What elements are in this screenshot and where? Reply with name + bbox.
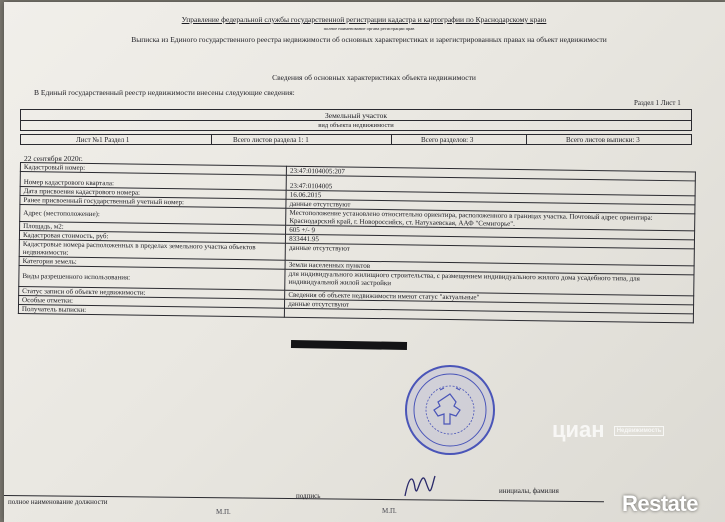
agency-name: Управление федеральной службы государственной регистрации кадастра и картографии по Краснодарскому краю <box>181 15 547 24</box>
row-value: Местоположение установлено относительно ориентира, расположенного в границах участка. Почтовый адрес ориентира: Краснодарский край, г. Новороссийск, ст. Натухаевская, ААФ "Семигорье". <box>286 208 695 231</box>
row-value: 833441.95 <box>286 234 695 249</box>
row-label: Кадастровые номера расположенных в пределах земельного участка объектов недвижимости: <box>19 239 285 260</box>
row-value: Сведения об объекте недвижимости имеют статус "актуальные" <box>285 290 694 305</box>
row-label: Статус записи об объекте недвижимости: <box>19 286 285 299</box>
row-value: Земли населенных пунктов <box>285 260 694 275</box>
divider <box>391 135 392 144</box>
watermark-text: циан <box>552 417 605 442</box>
cian-watermark <box>552 417 664 443</box>
official-seal <box>404 364 496 456</box>
position-caption: полное наименование должности <box>8 498 108 506</box>
divider <box>526 135 527 144</box>
extract-sheets-count: Всего листов выписки: 3 <box>566 136 640 144</box>
section-reference: Раздел 1 Лист 1 <box>634 99 681 107</box>
row-label: Номер кадастрового квартала: <box>20 172 286 191</box>
agency-caption: полное наименование органа регистрации прав <box>323 26 415 31</box>
object-type-caption: вид объекта недвижимости <box>318 122 394 129</box>
object-type: Земельный участок <box>324 111 388 120</box>
document-sheet <box>4 2 725 522</box>
divider <box>211 135 212 144</box>
row-value: 605 +/- 9 <box>286 225 695 240</box>
mp-mark: М.П. <box>216 508 231 516</box>
row-label: Дата присвоения кадастрового номера: <box>20 187 286 200</box>
section-sheets-count: Всего листов раздела 1: 1 <box>233 136 309 144</box>
watermark-badge: Недвижимость <box>614 426 665 436</box>
row-label: Категория земель: <box>19 256 285 269</box>
row-label: Адрес (местоположение): <box>20 205 286 226</box>
row-value: 23:47:0104005 <box>286 175 695 196</box>
document-title: Выписка из Единого государственного реестра недвижимости об основных характеристиках и зарегистрированных правах на объект недвижимости <box>131 35 607 44</box>
object-type-box <box>20 109 692 131</box>
row-value: данные отсутствуют <box>286 199 695 214</box>
signature-caption: подпись <box>296 492 321 500</box>
row-label: Ранее присвоенный государственный учетный номер: <box>20 196 286 209</box>
row-label: Кадастровый номер: <box>20 163 286 176</box>
restate-logo: Restate <box>622 491 698 516</box>
intro-text: В Единый государственный реестр недвижимости внесены следующие сведения: <box>34 88 295 97</box>
sheet-number: Лист №1 Раздел 1 <box>76 136 130 144</box>
row-label: Получатель выписки: <box>18 304 284 317</box>
mp-mark: М.П. <box>382 507 397 515</box>
row-label: Особые отметки: <box>19 295 285 308</box>
row-value: 16.06.2015 <box>286 190 695 205</box>
row-value: 23:47:0104005:207 <box>287 166 696 181</box>
row-label: Виды разрешенного использования: <box>19 265 285 290</box>
row-label: Площадь, м2: <box>20 222 286 235</box>
characteristics-table <box>18 162 696 323</box>
sections-count: Всего разделов: 3 <box>421 136 474 144</box>
sheet-info-row <box>20 134 692 145</box>
row-label: Кадастровая стоимость, руб: <box>19 231 285 244</box>
redacted-recipient <box>291 340 407 350</box>
extract-date: 22 сентября 2020г. <box>24 154 83 163</box>
row-value: для индивидуального жилищного строительства, с размещением индивидуального жилого дома усадебного типа, для индивидуальной жилой застройки <box>285 269 694 296</box>
initials-caption: инициалы, фамилия <box>499 487 559 495</box>
row-value: данные отсутствуют <box>285 243 694 266</box>
info-title: Сведения об основных характеристиках объекта недвижимости <box>272 73 476 82</box>
divider <box>21 120 691 121</box>
row-value: данные отсутствуют <box>285 299 694 314</box>
